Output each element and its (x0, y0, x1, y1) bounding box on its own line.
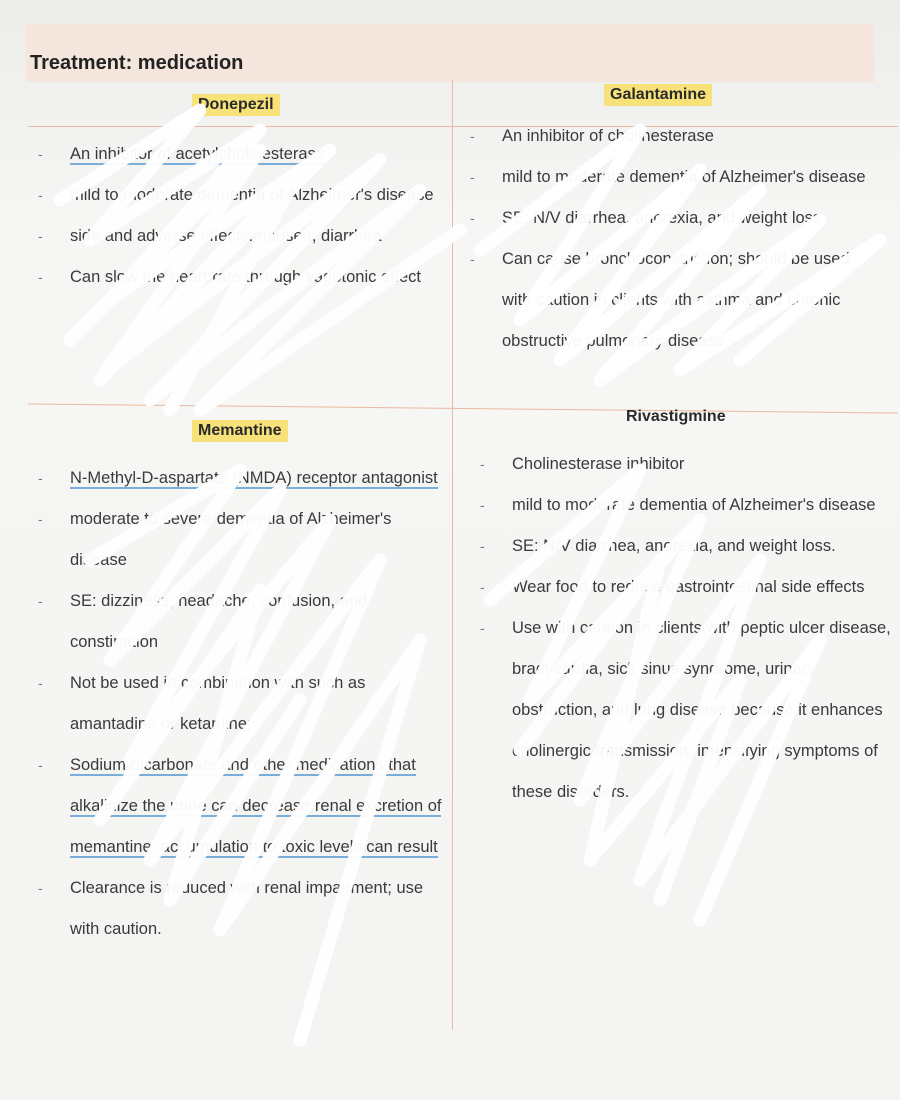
donepezil-title: Donepezil (192, 94, 280, 116)
list-item: - Can slow the heart rate through vagotonic effect (38, 268, 421, 286)
list-item: - side and adverse effects: nausea, diarrhea (38, 227, 382, 245)
rivastigmine-title: Rivastigmine (626, 408, 726, 425)
list-item: - SE: N/V diarrhea, anorexia, and weight loss (470, 209, 822, 227)
list-item: - Wear food to reduce gastrointestinal side effects (480, 578, 865, 596)
list-item: - mild to moderate dementia of Alzheimer's disease (470, 168, 866, 186)
list-item: - mild to moderate dementia of Alzheimer's disease (480, 496, 876, 514)
list-item: - Use with caution in clients with peptic ulcer disease, bradycardia, sick sinus syndrome, urinary obstruction, and lung disease because it enhances cholinergic transmission, intensifying symptoms of these disorders. (480, 619, 891, 801)
list-item: - An inhibitor of cholinesterase (470, 127, 714, 145)
list-item: - mild to moderate dementia of Alzheimer's disease (38, 186, 434, 204)
list-item: - Not be used in combination with such as amantadine or ketamine; (38, 674, 366, 733)
list-item: - Sodium bicarbonate and other medications that alkalinize the urine can decrease renal excretion of memantine; accumulation to toxic levels can result (38, 756, 442, 856)
page-title: Treatment: medication (30, 52, 244, 74)
rivastigmine-list (472, 444, 892, 813)
list-item: - Clearance is reduced with renal impairment; use with caution. (38, 879, 424, 938)
galantamine-title: Galantamine (604, 84, 712, 106)
list-item: - An inhibitor of acetylcholinesterase (38, 145, 325, 163)
donepezil-list (30, 134, 440, 298)
list-item: - SE: N/V diarrhea, anorexia, and weight loss. (480, 537, 836, 555)
list-item: - Can cause bronchoconstriction; should be used with caution in clients with asthma and chronic obstructive pulmonary disease. (470, 250, 850, 350)
galantamine-list (462, 116, 882, 362)
memantine-title: Memantine (192, 420, 288, 442)
row-divider-middle (28, 403, 898, 413)
list-item: - Cholinesterase inhibitor (480, 455, 685, 473)
list-item: - N-Methyl-D-aspartate (NMDA) receptor antagonist (38, 469, 438, 487)
list-item: - SE: dizziness, headache, confusion, and constipation (38, 592, 368, 651)
column-divider (452, 80, 453, 1030)
memantine-list (30, 458, 448, 950)
list-item: - moderate to severe dementia of Alzheimer's disease (38, 510, 392, 569)
